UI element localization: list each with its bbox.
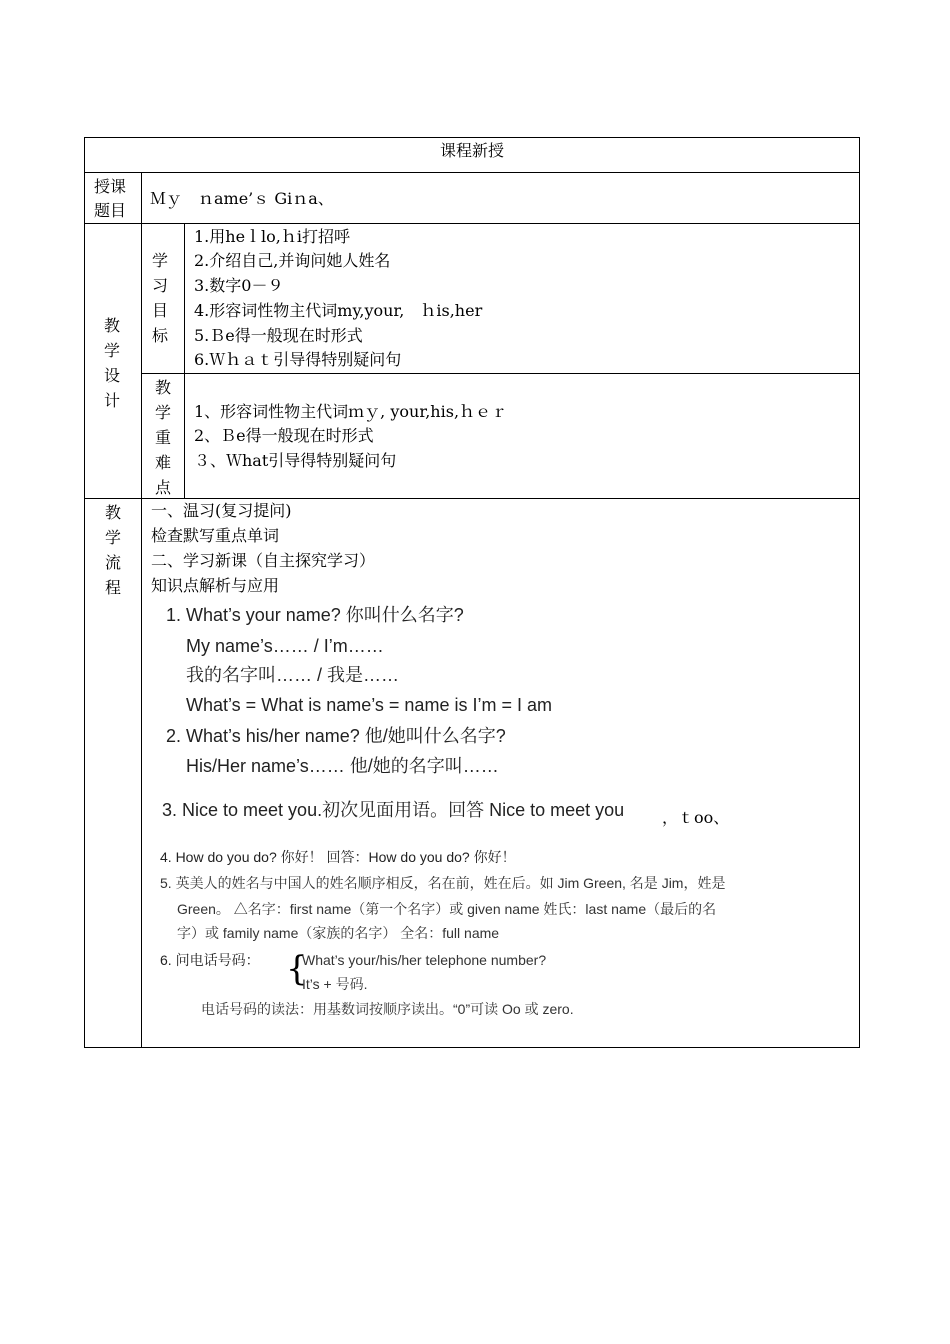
knowledge-point-line: 字）或 family name（家族的名字） 全名：full name [177, 925, 500, 941]
knowledge-point-title: 2. What’s his/her name? 他/她叫什么名字? [166, 726, 506, 746]
knowledge-point-tail: ，ｔoo、 [662, 808, 730, 827]
knowledge-point-title: 4. How do you do? 你好！ 回答：How do you do? 你好！ [160, 849, 516, 865]
knowledge-point-title: 3. Nice to meet you.初次见面用语。回答 Nice to meet you [162, 800, 625, 820]
key-point-item: ３、Ｗhat引导得特别疑问句 [194, 451, 397, 470]
row-divider [84, 498, 860, 499]
topic-value: Ｍｙ ｎame’ｓ Giｎa、 [150, 189, 334, 208]
key-point-item: 2、Ｂe得一般现在时形式 [194, 426, 374, 445]
objectives-label: 学 习 目 标 [151, 251, 168, 345]
knowledge-point-title: 1. What’s your name? 你叫什么名字? [166, 605, 464, 625]
key-point-item: 1、形容词性物主代词ｍｙ, your,his,ｈｅｒ [194, 402, 508, 421]
row-divider [141, 373, 860, 374]
knowledge-point-line: 5. 英美人的姓名与中国人的姓名顺序相反，名在前，姓在后。如 Jim Green, 名是 Jim，姓是 [160, 875, 726, 891]
knowledge-point-line: 我的名字叫…… / 我是…… [186, 665, 400, 685]
col-divider [184, 223, 185, 498]
knowledge-point-line: 电话号码的读法：用基数词按顺序读出。“0”可读 Oo 或 zero. [201, 1001, 574, 1017]
row-divider [84, 223, 860, 224]
knowledge-point-line: Green。 △名字：first name（第一个名字）或 given name 姓氏：last name（最后的名 [177, 901, 717, 917]
knowledge-point-line: My name’s…… / I’m…… [186, 636, 384, 656]
process-line: 知识点解析与应用 [151, 576, 280, 595]
row-divider [84, 172, 860, 173]
objective-item: 3.数字0－９ [194, 276, 284, 295]
col-divider [141, 172, 142, 1048]
process-line: 检查默写重点单词 [151, 526, 280, 545]
process-line: 二、学习新课（自主探究学习） [151, 551, 376, 570]
process-label: 教 学 流 程 [104, 503, 121, 597]
objective-item: 4.形容词性物主代词my,your, ｈis,her [194, 301, 483, 320]
key-points-label: 教 学 重 难 点 [154, 378, 171, 497]
objective-item: 2.介绍自己,并询问她人姓名 [194, 251, 391, 270]
knowledge-point-title: 6. 问电话号码： [160, 952, 260, 968]
process-line: 一、温习(复习提问) [151, 501, 292, 520]
knowledge-point-line: It’s + 号码. [302, 976, 368, 992]
knowledge-point-line: His/Her name’s…… 他/她的名字叫…… [186, 756, 499, 776]
brace-icon: { [286, 949, 308, 989]
design-label: 教 学 设 计 [103, 316, 120, 410]
knowledge-point-line: What’s = What is name’s = name is I’m = I am [186, 695, 552, 715]
topic-label: 授课 [94, 177, 127, 196]
topic-label: 题目 [94, 201, 127, 220]
objective-item: 6.Ｗｈａｔ引导得特别疑问句 [194, 350, 402, 369]
knowledge-point-line: What’s your/his/her telephone number? [302, 952, 547, 968]
objective-item: 5.Ｂe得一般现在时形式 [194, 326, 363, 345]
table-title: 课程新授 [439, 141, 504, 160]
objective-item: 1.用heｌlo,ｈi打招呼 [194, 227, 350, 246]
